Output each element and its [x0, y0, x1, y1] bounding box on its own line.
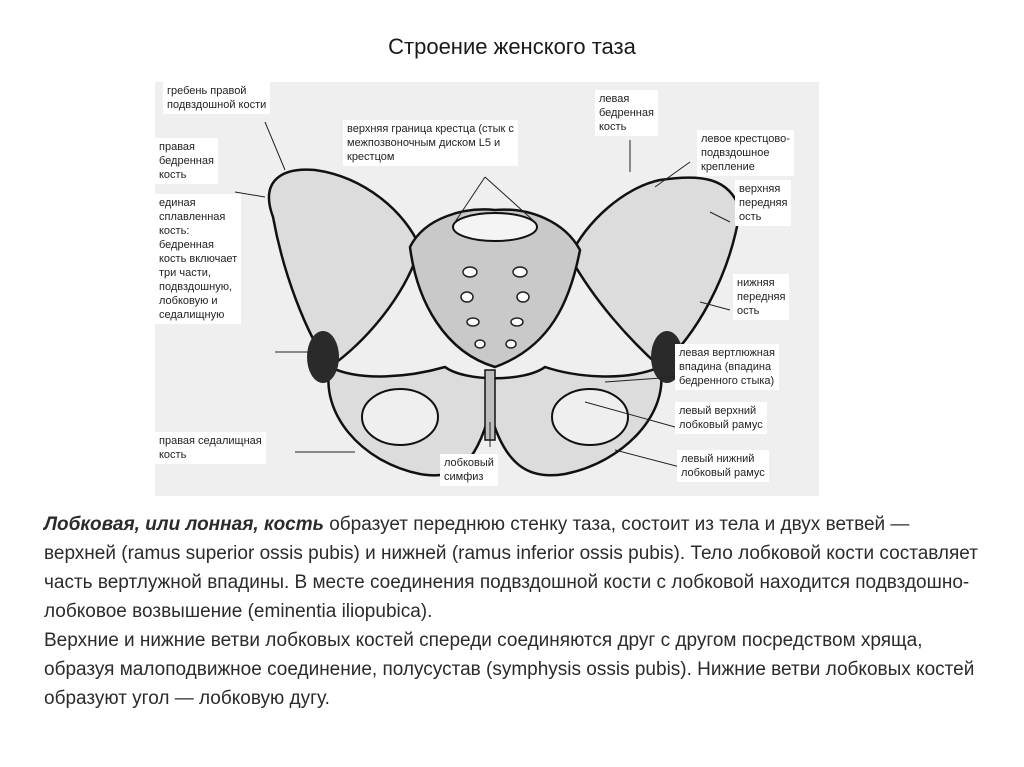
right-ilium-shape [269, 170, 420, 367]
leader-line [615, 450, 680, 467]
label-fused-bone: единая сплавленная кость: бедренная кость включает три части, подвздошную, лобковую и седалищную [155, 194, 241, 324]
lead-term: Лобковая, или лонная, кость [44, 514, 324, 535]
sacral-foramen [475, 340, 485, 348]
left-obturator-foramen [552, 389, 628, 445]
label-left-acetabulum: левая вертлюжная впадина (впадина бедренного стыка) [675, 344, 779, 390]
sacral-foramen [463, 267, 477, 277]
paragraph-1-rest: образует переднюю стенку таза, состоит из тела и двух ветвей — верхней (ramus superior ossis pubis) и нижней (ramus inferior ossis pubis). Тело лобковой кости составляет часть вертлужной впадины. В месте соединения подвздошной кости с лобковой находится подвздошно-лобковое возвышение (eminentia iliopubica). [44, 514, 978, 622]
slide-title: Строение женского таза [388, 34, 636, 59]
right-obturator-foramen [362, 389, 438, 445]
sacral-foramen [506, 340, 516, 348]
sacral-foramen [511, 318, 523, 326]
label-left-superior-ramus: левый верхний лобковый рамус [675, 402, 767, 434]
right-acetabulum [307, 331, 339, 383]
label-right-femoral-bone: правая бедренная кость [155, 138, 218, 184]
paragraph-1 [44, 510, 984, 626]
label-left-femoral-bone: левая бедренная кость [595, 90, 658, 136]
description-text [44, 510, 984, 713]
sacral-foramen [517, 292, 529, 302]
label-lower-anterior-spine: нижняя передняя ость [733, 274, 789, 320]
label-sacrum-upper-border: верхняя граница крестца (стык с межпозвоночным диском L5 и крестцом [343, 120, 518, 166]
label-upper-anterior-spine: верхняя передняя ость [735, 180, 791, 226]
pelvis-figure [155, 82, 819, 496]
label-pubic-symphysis: лобковый симфиз [440, 454, 498, 486]
label-right-ischium: правая седалищная кость [155, 432, 266, 464]
label-left-inferior-ramus: левый нижний лобковый рамус [677, 450, 769, 482]
sacral-foramen [467, 318, 479, 326]
label-right-iliac-crest: гребень правой подвздошной кости [163, 82, 270, 114]
paragraph-2: Верхние и нижние ветви лобковых костей спереди соединяются друг с другом посредством хряща, образуя малоподвижное соединение, полусустав (symphysis ossis pubis). Нижние ветви лобковых костей образуют угол — лобковую дугу. [44, 630, 975, 709]
sacral-foramen [461, 292, 473, 302]
label-left-sacroiliac: левое крестцово- подвздошное крепление [697, 130, 794, 176]
leader-line [265, 122, 285, 170]
sacral-foramen [513, 267, 527, 277]
sacral-disc [453, 213, 537, 241]
left-ilium-shape [570, 178, 740, 367]
